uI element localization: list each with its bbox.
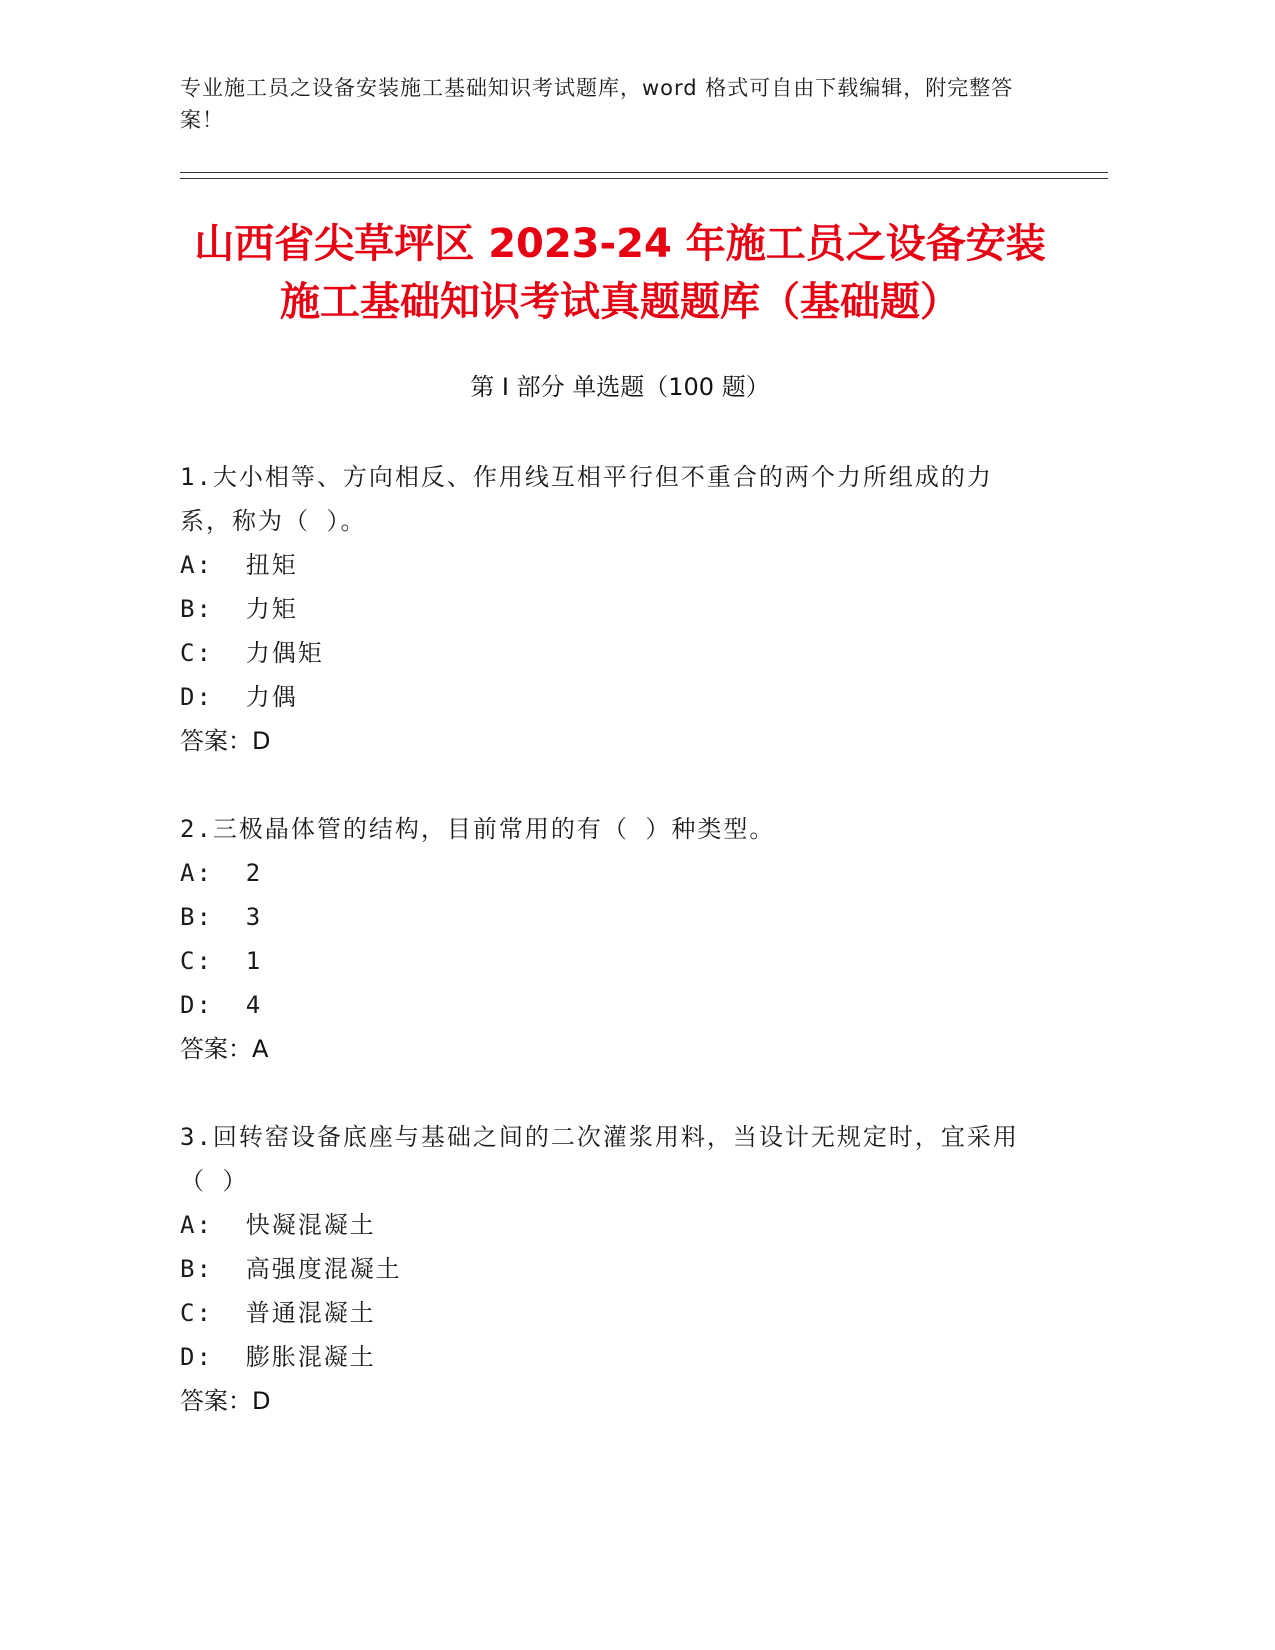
- option-c: C: 力偶矩: [180, 639, 324, 667]
- document-title: 山西省尖草坪区 2023-24 年施工员之设备安装施工基础知识考试真题题库（基础题）: [194, 221, 1046, 325]
- option-b: B: 3: [180, 903, 263, 931]
- option-a: A: 2: [180, 859, 263, 887]
- option-a: A: 快凝混凝土: [180, 1211, 376, 1239]
- option-b: B: 高强度混凝土: [180, 1255, 402, 1283]
- option-a: A: 扭矩: [180, 551, 298, 579]
- section-heading: 第 I 部分 单选题（100 题）: [470, 373, 770, 401]
- option-d: D: 力偶: [180, 683, 298, 711]
- answer-line: 答案：D: [180, 1387, 271, 1415]
- answer-line: 答案：A: [180, 1035, 269, 1063]
- question-item: [180, 455, 1030, 763]
- option-d: D: 4: [180, 991, 263, 1019]
- header-divider-top: [180, 172, 1108, 173]
- question-stem: 3.回转窑设备底座与基础之间的二次灌浆用料，当设计无规定时，宜采用（ ）: [180, 1123, 1019, 1195]
- option-c: C: 普通混凝土: [180, 1299, 376, 1327]
- header-divider-bottom: [180, 178, 1108, 179]
- option-b: B: 力矩: [180, 595, 298, 623]
- question-item: [180, 1115, 1030, 1423]
- answer-line: 答案：D: [180, 727, 271, 755]
- question-list: [180, 455, 1030, 1467]
- question-stem: 2.三极晶体管的结构，目前常用的有（ ）种类型。: [180, 815, 776, 843]
- header-note: 专业施工员之设备安装施工基础知识考试题库，word 格式可自由下载编辑，附完整答案！: [180, 76, 1014, 132]
- question-stem: 1.大小相等、方向相反、作用线互相平行但不重合的两个力所组成的力系，称为（ ）。: [180, 463, 993, 535]
- option-c: C: 1: [180, 947, 263, 975]
- option-d: D: 膨胀混凝土: [180, 1343, 376, 1371]
- question-item: [180, 807, 1030, 1071]
